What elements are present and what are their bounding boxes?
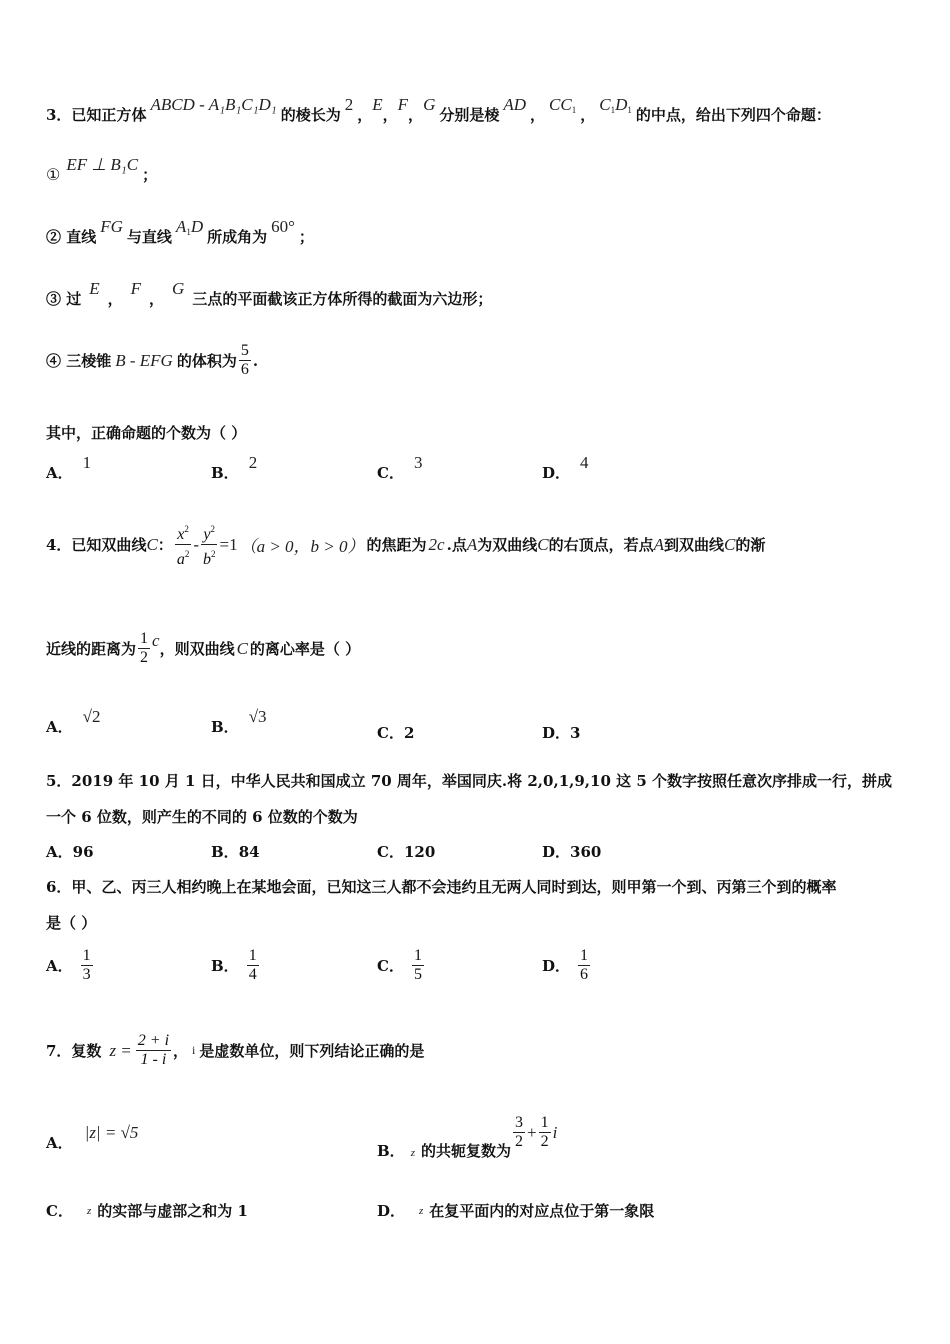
- q3-option-b[interactable]: B． 2: [211, 452, 258, 482]
- q5-option-a[interactable]: A． 96: [46, 842, 94, 861]
- q7-stem: 7．复数 z = $\frac{2 + i}{1 - i}$ ， i 是虚数单位，则下列结论正确的是: [46, 1032, 425, 1068]
- q7-option-a[interactable]: A． |z| = √5: [46, 1122, 139, 1152]
- q3-question: 其中，正确命题的个数为（ ）: [46, 424, 247, 442]
- q5-stem: 5．2019 年 10 月 1 日，中华人民共和国成立 70 周年，举国同庆.将 2,0,1,9,10 这 5 个数字按照任意次序排成一行，拼成: [46, 772, 892, 790]
- q7-option-c[interactable]: C． z 的实部与虚部之和为 1: [46, 1202, 248, 1220]
- q3-stem: 3．已知正方体 ABCD - A₁B₁C₁D₁ 的棱长为 2 ， E ， F ， G 分别是棱 AD ， $CC_1$ ， $C_1D_1$ 的中点，给出下列四个命题：: [46, 94, 831, 124]
- q7-fraction: $\frac{2 + i}{1 - i}$: [137, 1032, 170, 1068]
- q4-stem: 4．已知双曲线 C ： $\frac{x^2}{a^2}$ - $\frac{y^2}{b^2}$ =1 （a > 0，b > 0） 的焦距为 2c .点 A 为双曲线 C 的右顶点，若点 A 到双曲线 C 的渐: [46, 520, 910, 569]
- q3-prop-3: ③ 过 E ， F ， G 三点的平面截该正方体所得的截面为六边形；: [46, 278, 493, 308]
- q3-option-a[interactable]: A． 1: [46, 452, 92, 482]
- q6-stem: 6．甲、乙、丙三人相约晚上在某地会面，已知这三人都不会违约且无两人同时到达，则甲第一个到、丙第三个到的概率: [46, 878, 837, 896]
- q6-option-b[interactable]: B． $\frac{1}{4}$: [211, 947, 257, 983]
- q7-option-d[interactable]: D． z 在复平面内的对应点位于第一象限: [377, 1202, 655, 1220]
- q4-stem-line2: 近线的距离为 $\frac{1}{2}$ c ，则双曲线 C 的离心率是（ ）: [46, 630, 361, 666]
- q3-cube: ABCD - A₁B₁C₁D₁: [150, 94, 277, 114]
- q3-prop-2: ② 直线 FG 与直线 $A_1D$ 所成角为 60° ；: [46, 216, 314, 246]
- q3-option-d[interactable]: D． 4: [542, 452, 589, 482]
- q5-stem-line2: 一个 6 位数，则产生的不同的 6 位数的个数为: [46, 808, 358, 826]
- q7-option-b[interactable]: B． z 的共轭复数为 $\frac{3}{2}$ + $\frac{1}{2}$ i: [377, 1114, 558, 1160]
- q4-option-d[interactable]: D． 3: [542, 723, 581, 742]
- q4-option-b[interactable]: B． √3: [211, 706, 267, 736]
- q5-option-c[interactable]: C． 120: [377, 842, 436, 861]
- q5-option-d[interactable]: D． 360: [542, 842, 602, 861]
- q4-y-fraction: $\frac{y^2}{b^2}$: [201, 520, 218, 569]
- q4-x-fraction: $\frac{x^2}{a^2}$: [175, 520, 192, 569]
- q6-stem-line2: 是（ ）: [46, 914, 97, 932]
- q5-option-b[interactable]: B． 84: [211, 842, 260, 861]
- q3-prop-4: ④ 三棱锥 B - EFG 的体积为 $\frac{5}{6}$ .: [46, 342, 259, 378]
- q3-option-c[interactable]: C． 3: [377, 452, 423, 482]
- q4-distance-fraction: $\frac{1}{2}$: [140, 630, 149, 666]
- q6-option-a[interactable]: A． $\frac{1}{3}$: [46, 947, 91, 983]
- q3-prop-1: ① EF ⊥ B₁C ；: [46, 154, 158, 184]
- q3-volume-fraction: $\frac{5}{6}$: [240, 342, 249, 378]
- q4-option-a[interactable]: A． √2: [46, 706, 101, 736]
- q6-option-c[interactable]: C． $\frac{1}{5}$: [377, 947, 422, 983]
- q6-option-d[interactable]: D． $\frac{1}{6}$: [542, 947, 589, 983]
- q4-option-c[interactable]: C． 2: [377, 723, 415, 742]
